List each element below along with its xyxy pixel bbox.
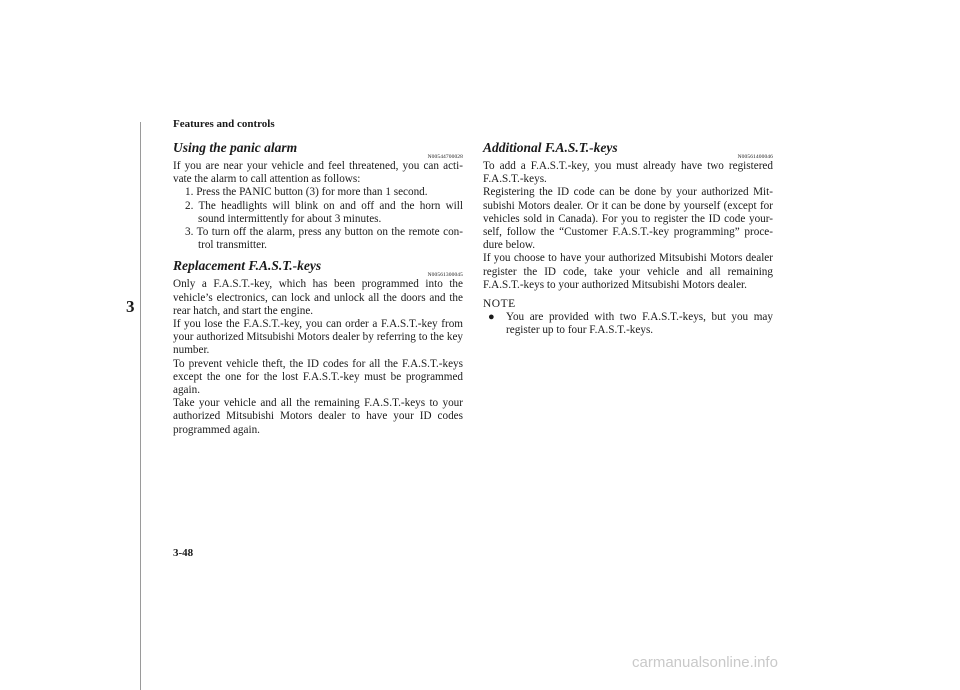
panic-intro: If you are near your vehicle and feel threatened, you can acti-vate the alarm to call attention as follows:	[173, 160, 463, 186]
section-code: N00544700028	[427, 154, 463, 160]
paragraph: Registering the ID code can be done by your authorized Mit-subishi Motors dealer. Or it can be done by yourself (except for vehicles sold in Canada). For you to register the ID code your-self, follow the “Customer F.A.S.T.-key programming” proce-dure below.	[483, 186, 773, 252]
paragraph: If you choose to have your authorized Mitsubishi Motors dealer register the ID code, take your vehicle and all remaining F.A.S.T.-keys to your authorized Mitsubishi Motors dealer.	[483, 252, 773, 291]
section-title: Additional F.A.S.T.-keys	[483, 140, 618, 155]
paragraph: To add a F.A.S.T.-key, you must already have two registered F.A.S.T.-keys.	[483, 160, 773, 186]
paragraph: If you lose the F.A.S.T.-key, you can order a F.A.S.T.-key from your authorized Mitsubishi Motors dealer by referring to the key number.	[173, 318, 463, 357]
note-text: You are provided with two F.A.S.T.-keys, but you may register up to four F.A.S.T.-keys.	[506, 311, 773, 337]
running-header: Features and controls	[173, 118, 275, 130]
step-item: 2. The headlights will blink on and off and the horn will sound intermittently for about 3 minutes.	[185, 199, 463, 225]
watermark-text: carmanualsonline.info	[632, 654, 778, 671]
section-code: N00561400046	[737, 154, 773, 160]
chapter-tab-number: 3	[126, 297, 135, 316]
section-title: Using the panic alarm	[173, 140, 298, 155]
panic-steps	[173, 186, 463, 252]
panic-alarm-heading	[173, 140, 463, 158]
bullet-icon: ●	[488, 311, 495, 324]
left-column	[173, 140, 463, 437]
section-title: Replacement F.A.S.T.-keys	[173, 258, 322, 274]
note-label: NOTE	[483, 298, 516, 311]
section-code: N00561300045	[427, 272, 463, 279]
paragraph: Take your vehicle and all the remaining F.A.S.T.-keys to your authorized Mitsubishi Motors dealer to have your ID codes programmed again.	[173, 397, 463, 436]
paragraph: Only a F.A.S.T.-key, which has been programmed into the vehicle’s electronics, can lock and unlock all the doors and the rear hatch, and start the engine.	[173, 278, 463, 317]
step-item: 1. Press the PANIC button (3) for more than 1 second.	[185, 186, 428, 199]
additional-keys-heading	[483, 140, 773, 158]
paragraph: To prevent vehicle theft, the ID codes for all the F.A.S.T.-keys except the one for the lost F.A.S.T.-key must be programmed again.	[173, 357, 463, 397]
replacement-keys-heading	[173, 258, 463, 279]
note-item	[483, 311, 773, 337]
step-item: 3. To turn off the alarm, press any button on the remote con-trol transmitter.	[185, 226, 463, 252]
right-column	[483, 140, 773, 338]
page-number: 3-48	[173, 547, 194, 559]
chapter-tab-rule	[127, 122, 141, 690]
